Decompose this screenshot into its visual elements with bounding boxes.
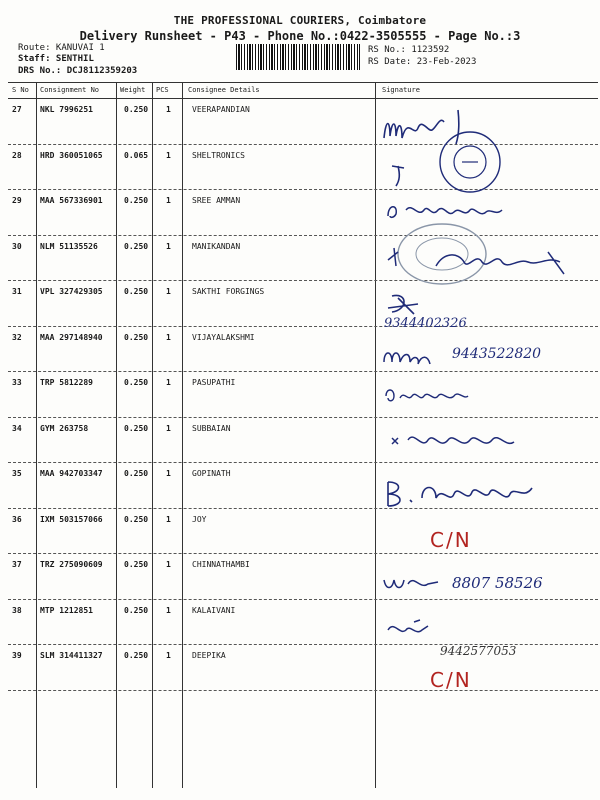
company-title: THE PROFESSIONAL COURIERS, Coimbatore	[173, 14, 427, 27]
row-pcs: 1	[166, 287, 171, 296]
handwritten-phone-31: 9344402326	[384, 316, 467, 331]
col-consignment: Consignment No	[40, 86, 100, 94]
drs-number: DRS No.: DCJ8112359203	[18, 66, 138, 76]
cn-mark-36: C/N	[430, 528, 472, 552]
row-pcs: 1	[166, 423, 171, 433]
row-weight: 0.250	[124, 105, 149, 114]
handwritten-phone-39: 9442577053	[440, 644, 517, 658]
row-sno: 37	[12, 560, 22, 569]
col-weight: Weight	[120, 86, 146, 94]
row-consignee: SREE AMMAN	[192, 196, 241, 205]
row-pcs: 1	[166, 241, 171, 251]
row-consignment: GYM 263758	[40, 423, 89, 433]
column-divider	[375, 82, 376, 788]
signature-29	[378, 196, 593, 224]
row-weight: 0.250	[124, 560, 149, 569]
table-top-border	[8, 82, 598, 83]
col-consignee: Consignee Details	[188, 86, 260, 94]
row-divider	[8, 553, 598, 554]
column-divider	[116, 82, 117, 788]
runsheet-subtitle: Delivery Runsheet - P43 - Phone No.:0422-3505555 - Page No.:3	[79, 29, 521, 43]
row-consignment: HRD 360051065	[40, 150, 103, 160]
row-weight: 0.250	[124, 378, 149, 387]
row-consignment: SLM 314411327	[40, 651, 103, 660]
row-sno: 33	[12, 378, 22, 387]
row-pcs: 1	[166, 605, 171, 615]
row-consignment: IXM 503157066	[40, 514, 103, 524]
row-consignee: MANIKANDAN	[192, 241, 241, 251]
row-consignee: PASUPATHI	[192, 378, 236, 387]
row-sno: 28	[12, 150, 22, 160]
row-sno: 39	[12, 651, 22, 660]
row-consignee: KALAIVANI	[192, 605, 236, 615]
row-divider	[8, 690, 598, 691]
row-consignment: TRZ 275090609	[40, 560, 103, 569]
row-sno: 32	[12, 332, 22, 342]
row-consignment: MAA 297148940	[40, 332, 103, 342]
row-weight: 0.250	[124, 423, 149, 433]
row-sno: 34	[12, 423, 22, 433]
row-sno: 31	[12, 287, 22, 296]
rs-date: RS Date: 23-Feb-2023	[368, 57, 477, 67]
row-pcs: 1	[166, 105, 171, 114]
cn-mark-39: C/N	[430, 668, 472, 692]
row-weight: 0.250	[124, 332, 149, 342]
row-pcs: 1	[166, 469, 171, 478]
table-header-border	[8, 98, 598, 99]
staff-label: Staff: SENTHIL	[18, 54, 94, 64]
row-consignee: SHELTRONICS	[192, 150, 245, 160]
row-sno: 38	[12, 605, 22, 615]
row-weight: 0.250	[124, 514, 149, 524]
row-consignment: TRP 5812289	[40, 378, 93, 387]
row-consignment: MAA 942703347	[40, 469, 103, 478]
row-consignee: JOY	[192, 514, 207, 524]
row-weight: 0.250	[124, 241, 149, 251]
col-pcs: PCS	[156, 86, 169, 94]
row-consignment: VPL 327429305	[40, 287, 103, 296]
barcode	[236, 44, 360, 70]
route-label: Route: KANUVAI 1	[18, 43, 105, 53]
row-consignee: SAKTHI FORGINGS	[192, 287, 265, 296]
row-consignee: VEERAPANDIAN	[192, 105, 250, 114]
row-divider	[8, 462, 598, 463]
handwritten-phone-37: 8807 58526	[452, 574, 543, 592]
row-sno: 29	[12, 196, 22, 205]
row-sno: 30	[12, 241, 22, 251]
row-weight: 0.250	[124, 651, 149, 660]
row-consignee: VIJAYALAKSHMI	[192, 332, 255, 342]
row-sno: 27	[12, 105, 22, 114]
row-consignee: SUBBAIAN	[192, 423, 231, 433]
row-consignee: CHINNATHAMBI	[192, 560, 250, 569]
row-divider	[8, 371, 598, 372]
row-pcs: 1	[166, 560, 171, 569]
row-pcs: 1	[166, 514, 171, 524]
company-stamp-30	[378, 222, 593, 292]
signature-34	[378, 426, 593, 456]
row-weight: 0.250	[124, 605, 149, 615]
row-consignment: MAA 567336901	[40, 196, 103, 205]
row-pcs: 1	[166, 150, 171, 160]
column-divider	[182, 82, 183, 788]
row-weight: 0.250	[124, 469, 149, 478]
col-signature: Signature	[382, 86, 420, 94]
rs-number: RS No.: 1123592	[368, 45, 450, 55]
signature-35	[378, 474, 593, 514]
row-sno: 35	[12, 469, 22, 478]
row-consignment: MTP 1212851	[40, 605, 93, 615]
row-divider	[8, 599, 598, 600]
company-stamp-28	[378, 122, 593, 202]
signature-38	[378, 616, 593, 642]
row-pcs: 1	[166, 332, 171, 342]
row-weight: 0.065	[124, 150, 149, 160]
column-divider	[36, 82, 37, 788]
row-consignment: NLM 51135526	[40, 241, 98, 251]
row-pcs: 1	[166, 378, 171, 387]
row-sno: 36	[12, 514, 22, 524]
handwritten-note-32: 9443522820	[452, 346, 542, 362]
column-divider	[152, 82, 153, 788]
row-consignee: DEEPIKA	[192, 651, 226, 660]
col-sno: S No	[12, 86, 29, 94]
row-weight: 0.250	[124, 196, 149, 205]
row-pcs: 1	[166, 196, 171, 205]
row-divider	[8, 326, 598, 327]
row-weight: 0.250	[124, 287, 149, 296]
row-pcs: 1	[166, 651, 171, 660]
row-consignee: GOPINATH	[192, 469, 231, 478]
row-consignment: NKL 7996251	[40, 105, 93, 114]
signature-33	[378, 382, 593, 406]
row-divider	[8, 417, 598, 418]
